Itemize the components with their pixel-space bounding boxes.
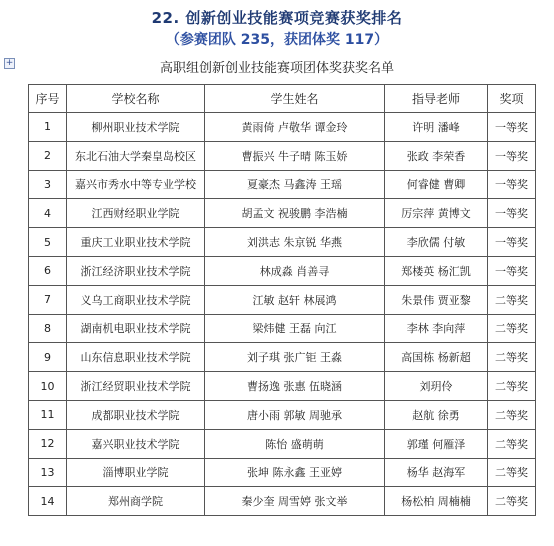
table-row — [29, 429, 536, 458]
table-row — [29, 285, 536, 314]
table-row — [29, 487, 536, 516]
page-title: 22. 创新创业技能赛项竞赛获奖排名 — [151, 9, 403, 27]
table-row — [29, 141, 536, 170]
table-row — [29, 343, 536, 372]
cell-school: 山东信息职业技术学院 — [67, 343, 205, 372]
cell-school: 东北石油大学秦皇岛校区 — [67, 141, 205, 170]
cell-teachers: 何睿健 曹卿 — [385, 170, 488, 199]
cell-no: 10 — [29, 372, 67, 401]
table-row — [29, 458, 536, 487]
table-row — [29, 372, 536, 401]
cell-award: 二等奖 — [488, 314, 536, 343]
cell-teachers: 杨华 赵海军 — [385, 458, 488, 487]
cell-award: 一等奖 — [488, 113, 536, 142]
cell-school: 义乌工商职业技术学院 — [67, 285, 205, 314]
cell-teachers: 李林 李向萍 — [385, 314, 488, 343]
cell-no: 2 — [29, 141, 67, 170]
cell-students: 曹扬逸 张惠 伍晓涵 — [205, 372, 385, 401]
cell-school: 重庆工业职业技术学院 — [67, 228, 205, 257]
cell-award: 一等奖 — [488, 141, 536, 170]
cell-no: 11 — [29, 400, 67, 429]
cell-award: 一等奖 — [488, 170, 536, 199]
table-row — [29, 256, 536, 285]
cell-students: 刘子琪 张广钜 王淼 — [205, 343, 385, 372]
cell-award: 二等奖 — [488, 400, 536, 429]
cell-students: 胡孟文 祝骏鹏 李浩楠 — [205, 199, 385, 228]
cell-award: 二等奖 — [488, 285, 536, 314]
column-header-award: 奖项 — [488, 85, 536, 113]
cell-students: 陈怡 盛萌萌 — [205, 429, 385, 458]
award-table — [28, 84, 536, 516]
cell-award: 一等奖 — [488, 228, 536, 257]
cell-award: 二等奖 — [488, 458, 536, 487]
cell-no: 7 — [29, 285, 67, 314]
cell-school: 柳州职业技术学院 — [67, 113, 205, 142]
cell-teachers: 朱景伟 贾亚黎 — [385, 285, 488, 314]
cell-teachers: 郑楼英 杨汇凯 — [385, 256, 488, 285]
cell-students: 唐小雨 郭敏 周驰承 — [205, 400, 385, 429]
cell-school: 湖南机电职业技术学院 — [67, 314, 205, 343]
cell-no: 9 — [29, 343, 67, 372]
cell-award: 一等奖 — [488, 256, 536, 285]
table-row — [29, 228, 536, 257]
cell-teachers: 杨松柏 周楠楠 — [385, 487, 488, 516]
cell-school: 淄博职业学院 — [67, 458, 205, 487]
cell-no: 4 — [29, 199, 67, 228]
cell-teachers: 李欣儒 付敏 — [385, 228, 488, 257]
table-row — [29, 400, 536, 429]
table-row — [29, 199, 536, 228]
cell-teachers: 郭瑾 何雁泽 — [385, 429, 488, 458]
cell-award: 一等奖 — [488, 199, 536, 228]
cell-school: 浙江经贸职业技术学院 — [67, 372, 205, 401]
cell-no: 5 — [29, 228, 67, 257]
table-header-row — [29, 85, 536, 113]
cell-award: 二等奖 — [488, 372, 536, 401]
cell-school: 郑州商学院 — [67, 487, 205, 516]
cell-teachers: 高国栋 杨新超 — [385, 343, 488, 372]
cell-students: 曹振兴 牛子晴 陈玉娇 — [205, 141, 385, 170]
cell-school: 江西财经职业学院 — [67, 199, 205, 228]
cell-no: 12 — [29, 429, 67, 458]
cell-teachers: 许明 潘峰 — [385, 113, 488, 142]
cell-no: 8 — [29, 314, 67, 343]
cell-award: 二等奖 — [488, 487, 536, 516]
column-header-students: 学生姓名 — [205, 85, 385, 113]
table-title: 高职组创新创业技能赛项团体奖获奖名单 — [159, 61, 394, 76]
column-header-school: 学校名称 — [67, 85, 205, 113]
column-header-teachers: 指导老师 — [385, 85, 488, 113]
table-move-handle-icon[interactable]: + — [5, 58, 14, 68]
table-row — [29, 170, 536, 199]
cell-no: 3 — [29, 170, 67, 199]
cell-no: 14 — [29, 487, 67, 516]
cell-teachers: 厉宗萍 黄博文 — [385, 199, 488, 228]
page-subtitle: （参赛团队 235，获团体奖 117） — [165, 32, 389, 48]
table-row — [29, 314, 536, 343]
cell-no: 1 — [29, 113, 67, 142]
cell-no: 13 — [29, 458, 67, 487]
cell-students: 秦少奎 周雪婷 张文举 — [205, 487, 385, 516]
cell-students: 梁炜健 王磊 向江 — [205, 314, 385, 343]
cell-teachers: 张政 李荣香 — [385, 141, 488, 170]
cell-school: 成都职业技术学院 — [67, 400, 205, 429]
cell-teachers: 赵航 徐勇 — [385, 400, 488, 429]
cell-school: 浙江经济职业技术学院 — [67, 256, 205, 285]
cell-students: 林成淼 肖善寻 — [205, 256, 385, 285]
column-header-no: 序号 — [29, 85, 67, 113]
cell-award: 二等奖 — [488, 429, 536, 458]
cell-award: 二等奖 — [488, 343, 536, 372]
cell-students: 江敏 赵轩 林展鸿 — [205, 285, 385, 314]
cell-school: 嘉兴市秀水中等专业学校 — [67, 170, 205, 199]
cell-students: 张坤 陈永鑫 王亚婷 — [205, 458, 385, 487]
cell-school: 嘉兴职业技术学院 — [67, 429, 205, 458]
cell-students: 刘洪志 朱京锐 华燕 — [205, 228, 385, 257]
cell-no: 6 — [29, 256, 67, 285]
cell-students: 夏豪杰 马鑫涛 王瑶 — [205, 170, 385, 199]
cell-teachers: 刘玥伶 — [385, 372, 488, 401]
cell-students: 黄雨倚 卢敬华 谭金玲 — [205, 113, 385, 142]
table-row — [29, 113, 536, 142]
